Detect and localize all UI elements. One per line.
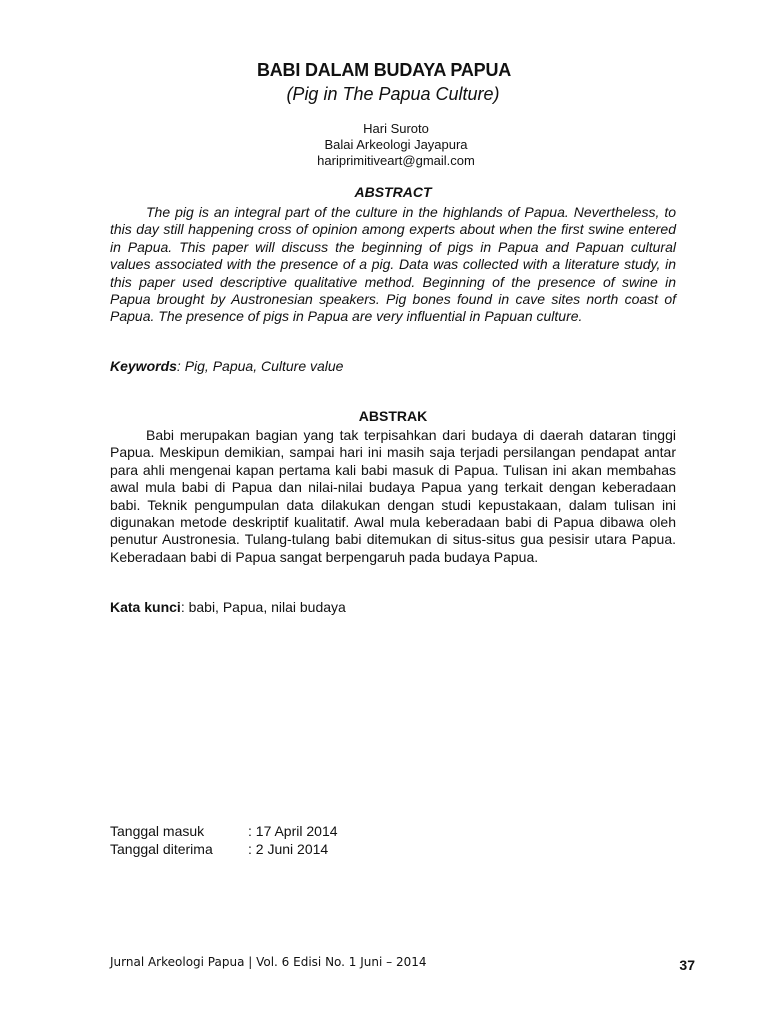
keywords-label: Keywords — [110, 358, 177, 374]
author-email: hariprimitiveart@gmail.com — [317, 153, 475, 168]
kata-kunci-label: Kata kunci — [110, 599, 181, 615]
date-value: : 17 April 2014 — [248, 823, 338, 839]
date-label: Tanggal diterima — [110, 841, 213, 857]
submission-dates — [110, 822, 338, 858]
author-block — [0, 121, 768, 169]
abstrak-body: Babi merupakan bagian yang tak terpisahkan dari budaya di daerah dataran tinggi Papua. Meskipun demikian, sampai hari ini masih saja terjadi persilangan pendapat antar para ahli mengenai kapan pertama kali babi masuk di Papua. Tulisan ini akan membahas awal mula babi di Papua dan nilai-nilai budaya Papua yang terkait dengan keberadaan babi. Teknik pengumpulan data dilakukan dengan studi kepustakaan, dalam tulisan ini digunakan metode deskriptif kualitatif. Awal mula keberadaan babi di Papua dibawa oleh penutur Austronesia. Tulang-tulang babi ditemukan di situs-situs gua pesisir utara Papua. Keberadaan babi di Papua sangat berpengaruh pada budaya Papua. — [110, 427, 676, 565]
abstract-heading: ABSTRACT — [354, 184, 432, 200]
author-name: Hari Suroto — [363, 121, 429, 136]
page-number: 37 — [679, 957, 695, 973]
date-value: : 2 Juni 2014 — [248, 841, 329, 857]
paper-title: BABI DALAM BUDAYA PAPUA — [256, 60, 512, 80]
paper-subtitle: (Pig in The Papua Culture) — [286, 84, 500, 104]
abstract-keywords — [110, 358, 343, 374]
footer-journal-info: Jurnal Arkeologi Papua | Vol. 6 Edisi No. 1 Juni – 2014 — [110, 955, 427, 969]
date-row-accepted — [110, 840, 338, 858]
abstrak-keywords — [110, 599, 346, 615]
abstract-body: The pig is an integral part of the culture in the highlands of Papua. Nevertheless, to this day still happening cross of opinion among experts about when the first swine entered in Papua. This paper will discuss the beginning of pigs in Papua and Papuan cultural values associated with the presence of a pig. Data was collected with a literature study, in this paper used descriptive qualitative method. Beginning of the presence of swine in Papua brought by Austronesian speakers. Pig bones found in cave sites north coast of Papua. The presence of pigs in Papua are very influential in Papuan culture. — [110, 204, 676, 325]
abstrak-heading: ABSTRAK — [358, 408, 428, 424]
keywords-values: : Pig, Papua, Culture value — [176, 358, 344, 374]
author-affiliation: Balai Arkeologi Jayapura — [324, 137, 468, 152]
kata-kunci-values: : babi, Papua, nilai budaya — [180, 599, 346, 615]
date-row-received — [110, 822, 338, 840]
date-label: Tanggal masuk — [110, 823, 205, 839]
